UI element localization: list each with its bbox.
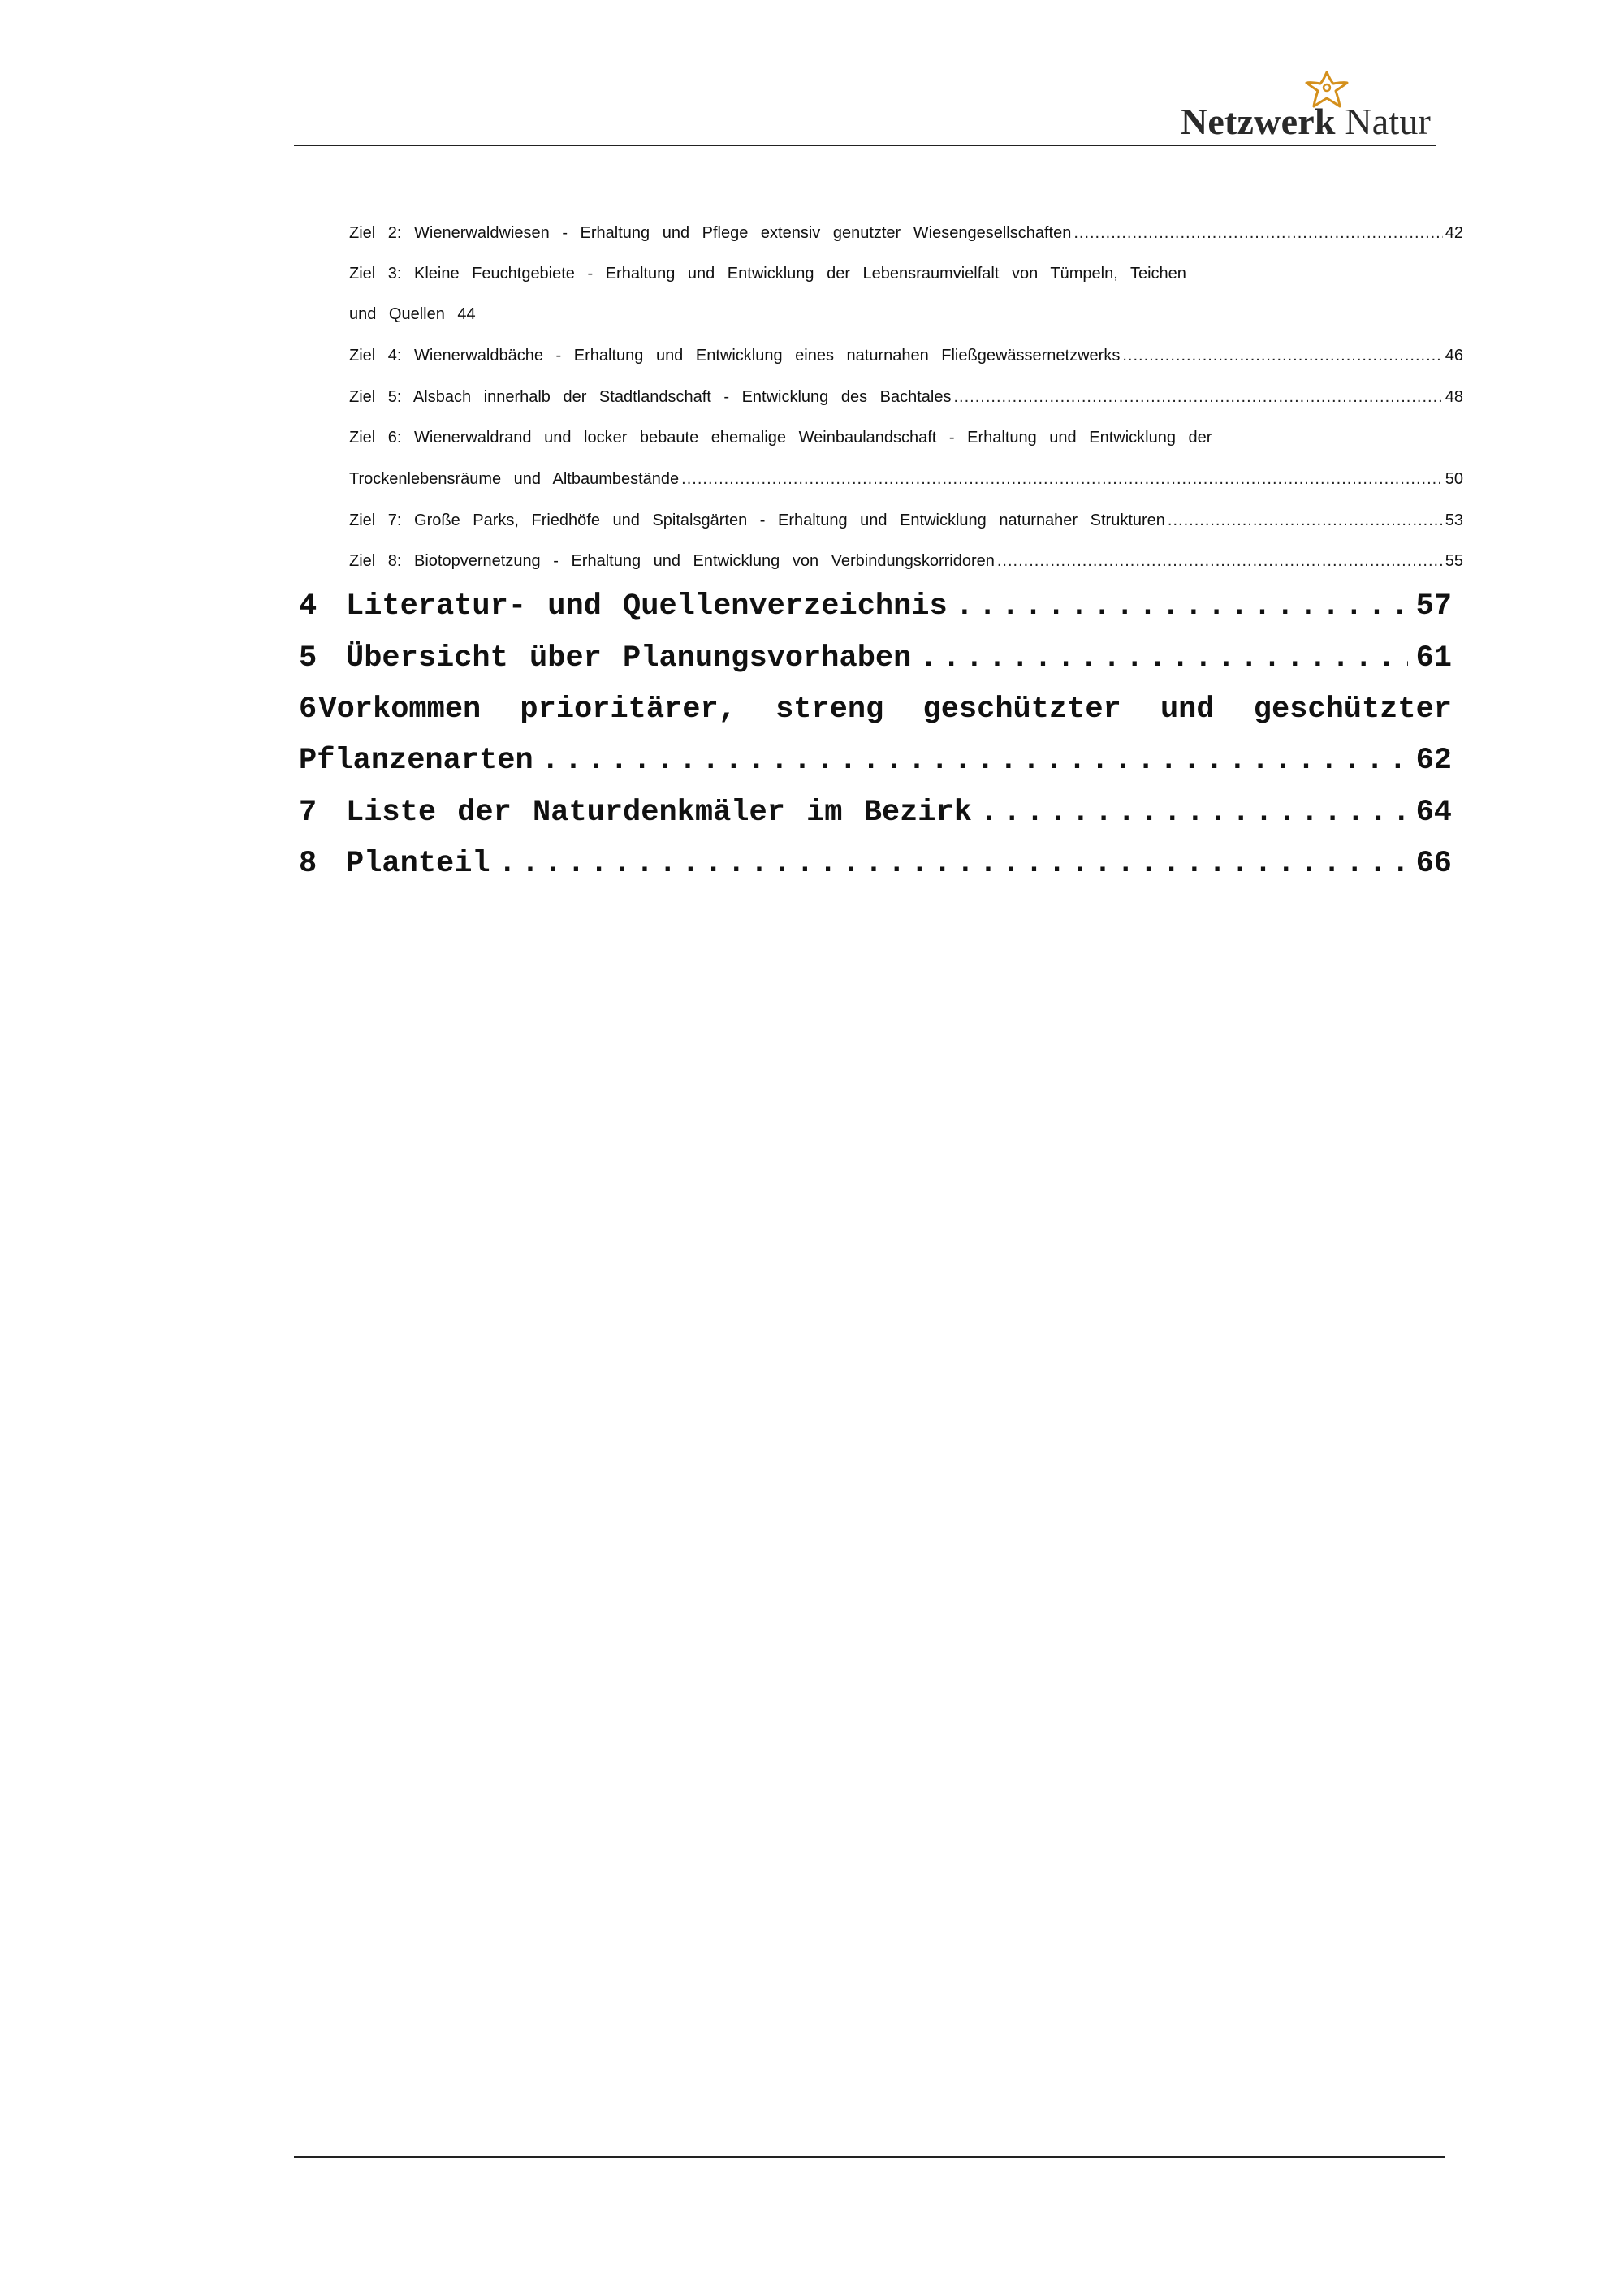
toc-chapter-7[interactable] xyxy=(299,796,1452,830)
dot-leader xyxy=(1168,511,1443,530)
toc-page-number: 46 xyxy=(1445,347,1463,365)
dot-leader xyxy=(1122,347,1442,365)
dot-leader xyxy=(681,470,1443,489)
toc-entry-title: Ziel 2: Wienerwaldwiesen - Erhaltung und Pflege extensiv genutzter Wiesengesellschaften xyxy=(349,224,1072,242)
chapter-number: 5 xyxy=(299,641,317,675)
toc-entry-title: Ziel 7: Große Parks, Friedhöfe und Spitalsgärten - Erhaltung und Entwicklung naturnaher Strukturen xyxy=(349,511,1165,529)
toc-page-number: 48 xyxy=(1445,388,1463,406)
dot-leader xyxy=(956,589,1408,624)
chapter-number: 7 xyxy=(299,796,317,830)
dot-leader xyxy=(953,388,1442,407)
toc-entry-ziel8[interactable] xyxy=(349,552,1463,571)
toc-entry-title: Ziel 6: Wienerwaldrand und locker bebaute ehemalige Weinbaulandschaft - Erhaltung und Entwicklung der xyxy=(349,429,1212,447)
toc-chapter-5[interactable] xyxy=(299,641,1452,675)
toc-entry-ziel3-line1[interactable] xyxy=(349,265,1186,283)
chapter-number: 6 xyxy=(299,693,317,727)
toc-page-number: 53 xyxy=(1445,511,1463,529)
toc-entry-ziel5[interactable] xyxy=(349,388,1463,407)
toc-entry-title: Trockenlebensräume und Altbaumbestände xyxy=(349,470,680,488)
chapter-title: Übersicht über Planungsvorhaben xyxy=(346,641,912,675)
toc-entry-ziel3-line2[interactable] xyxy=(349,305,476,324)
chapter-number: 4 xyxy=(299,589,317,624)
logo-wordmark: Netzwerk Natur xyxy=(1181,101,1432,142)
toc-chapter-6-line1[interactable] xyxy=(299,693,1452,727)
toc-entry-title: Ziel 8: Biotopvernetzung - Erhaltung und Entwicklung von Verbindungskorridoren xyxy=(349,552,995,570)
toc-entry-title: Ziel 5: Alsbach innerhalb der Stadtlandschaft - Entwicklung des Bachtales xyxy=(349,388,952,406)
chapter-title: Pflanzenarten xyxy=(299,744,533,778)
chapter-title: Literatur- und Quellenverzeichnis xyxy=(346,589,948,624)
toc-entry-ziel6-line2[interactable] xyxy=(349,470,1463,489)
dot-leader xyxy=(997,552,1443,571)
toc-chapter-6-line2[interactable] xyxy=(299,744,1452,778)
toc-entry-ziel7[interactable] xyxy=(349,511,1463,530)
toc-entry-title: und Quellen 44 xyxy=(349,305,476,323)
toc-entry-title: Ziel 4: Wienerwaldbäche - Erhaltung und Entwicklung eines naturnahen Fließgewässernetzwerks xyxy=(349,347,1121,365)
header-rule xyxy=(294,145,1436,146)
dot-leader xyxy=(919,641,1407,675)
toc-page-number: 62 xyxy=(1415,744,1452,778)
chapter-title: Vorkommen prioritärer, streng geschützter und geschützter xyxy=(318,693,1452,727)
toc-page-number: 64 xyxy=(1415,796,1452,830)
toc-page-number: 66 xyxy=(1415,847,1452,881)
toc-chapter-4[interactable] xyxy=(299,589,1452,624)
toc-chapter-8[interactable] xyxy=(299,847,1452,881)
toc-entry-ziel6-line1[interactable] xyxy=(349,429,1212,447)
netzwerk-natur-logo xyxy=(1181,70,1449,143)
toc-page-number: 50 xyxy=(1445,470,1463,488)
chapter-title: Liste der Naturdenkmäler im Bezirk xyxy=(346,796,972,830)
toc-entry-ziel2[interactable] xyxy=(349,224,1463,243)
toc-page-number: 57 xyxy=(1415,589,1452,624)
footer-rule xyxy=(294,2156,1445,2158)
toc-entry-title: Ziel 3: Kleine Feuchtgebiete - Erhaltung und Entwicklung der Lebensraumvielfalt von Tümpeln, Teichen xyxy=(349,265,1186,283)
chapter-number: 8 xyxy=(299,847,317,881)
dot-leader xyxy=(542,744,1408,778)
dot-leader xyxy=(980,796,1408,830)
dot-leader xyxy=(1073,224,1442,243)
toc-entry-ziel4[interactable] xyxy=(349,347,1463,365)
toc-page-number: 55 xyxy=(1445,552,1463,570)
dot-leader xyxy=(499,847,1408,881)
chapter-title: Planteil xyxy=(346,847,490,881)
toc-page-number: 42 xyxy=(1445,224,1463,242)
toc-page-number: 61 xyxy=(1415,641,1452,675)
